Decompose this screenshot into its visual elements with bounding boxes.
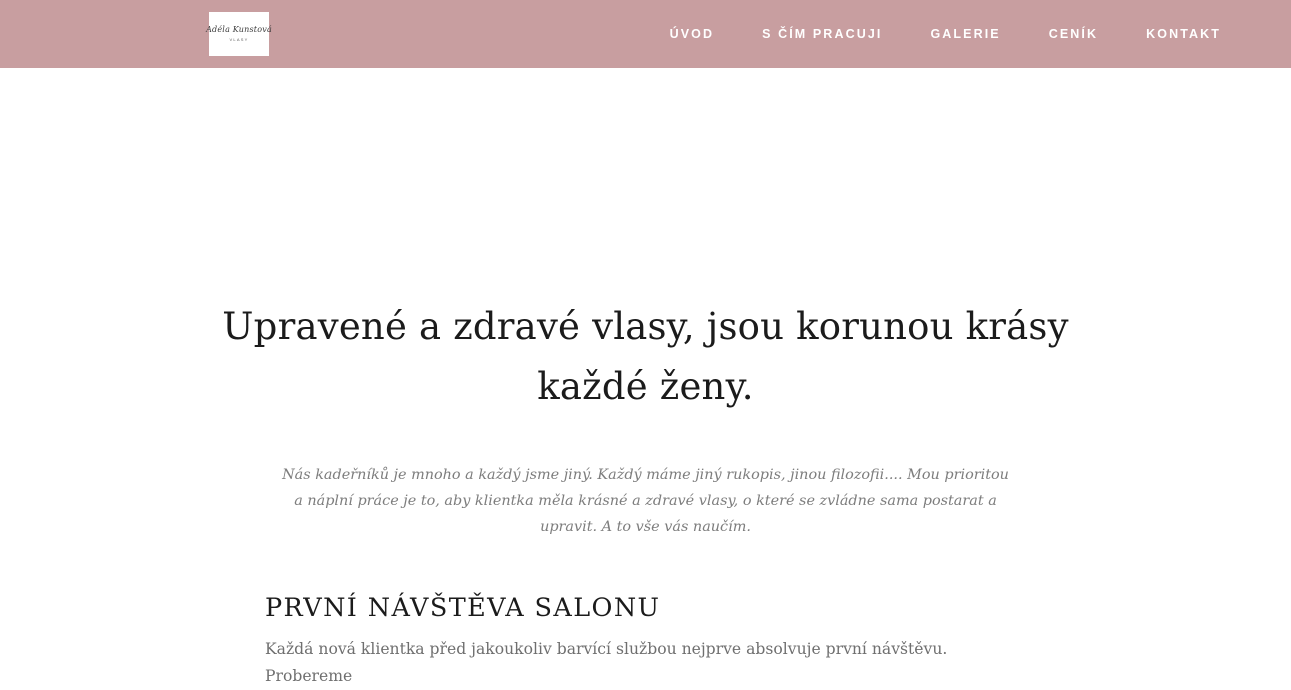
section-paragraph-first-visit: Každá nová klientka před jakoukoliv barvící službou nejprve absolvuje první návštěvu. Probereme	[265, 639, 948, 685]
nav-item-s-cim-pracuji[interactable]: S ČÍM PRACUJI	[762, 27, 883, 41]
nav-item-cenik[interactable]: CENÍK	[1048, 27, 1099, 41]
hero-section	[0, 68, 1291, 685]
hero-subtitle: Nás kadeřníků je mnoho a každý jsme jiný. Každý máme jiný rukopis, jinou filozofii.... Mou prioritou a náplní práce je to, aby klientka měla krásné a zdravé vlasy, o které se zvládne sama postarat a upravit. A to vše vás naučím.	[282, 467, 1009, 535]
hero-title: Upravené a zdravé vlasy, jsou korunou krásy každé ženy.	[222, 304, 1069, 408]
main-navigation	[646, 0, 1245, 68]
logo-name: Adéla Kunstová	[206, 24, 272, 35]
site-header	[0, 0, 1291, 68]
logo-subtitle: VLASY	[229, 37, 249, 42]
nav-item-kontakt[interactable]: KONTAKT	[1146, 27, 1221, 41]
section-heading-first-visit: PRVNÍ NÁVŠTĚVA SALONU	[265, 593, 661, 624]
site-logo[interactable]	[206, 12, 272, 56]
nav-item-uvod[interactable]: ÚVOD	[669, 27, 715, 41]
nav-item-galerie[interactable]: GALERIE	[930, 27, 1001, 41]
